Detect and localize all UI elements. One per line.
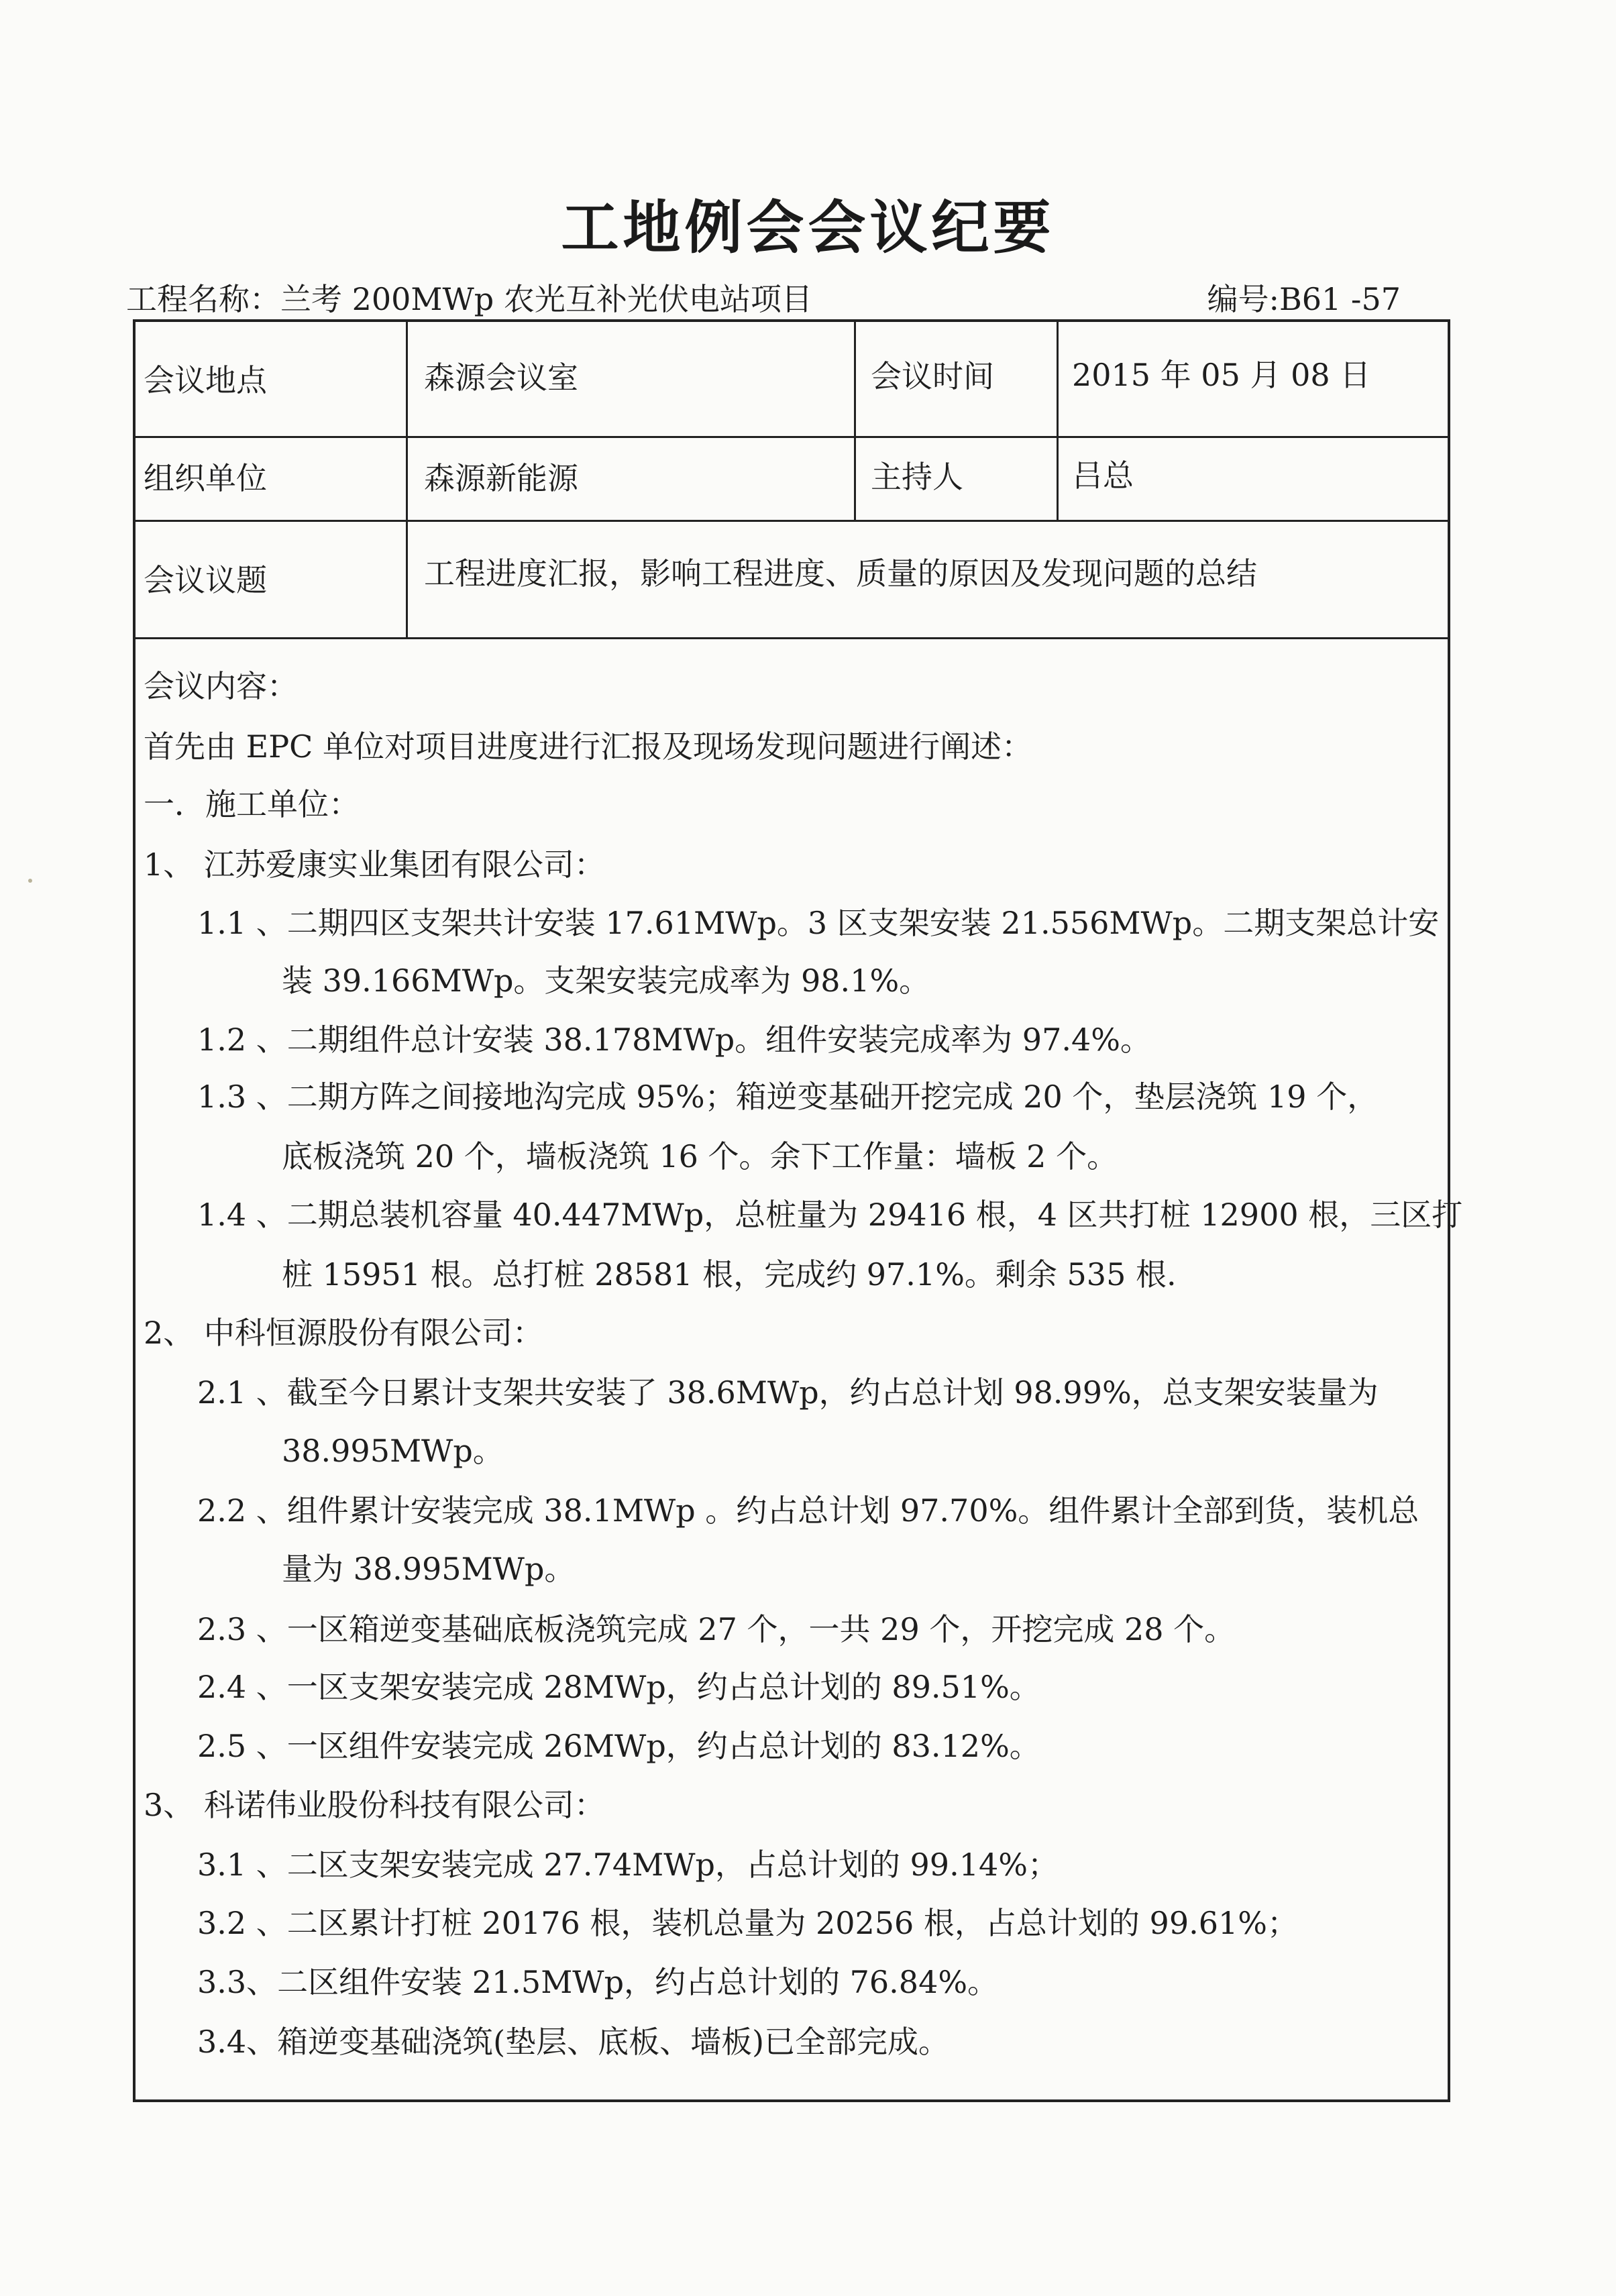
content-line: 2.1 、截至今日累计支架共安装了 38.6MWp，约占总计划 98.99%，总支架安装量为: [197, 1374, 1379, 1411]
content-line: 2.2 、组件累计安装完成 38.1MWp 。约占总计划 97.70%。组件累计全部到货，装机总: [197, 1492, 1419, 1529]
content-line: 3.1 、二区支架安装完成 27.74MWp，占总计划的 99.14%；: [197, 1847, 1059, 1883]
content-line: 2.3 、一区箱逆变基础底板浇筑完成 27 个，一共 29 个，开挖完成 28 个。: [197, 1611, 1236, 1647]
scan-speck: [28, 879, 32, 883]
org-label: 组织单位: [144, 460, 267, 496]
host-label: 主持人: [871, 459, 963, 495]
document-title: 工地例会会议纪要: [561, 195, 1055, 262]
table-rule: [136, 520, 1448, 522]
topic-label: 会议议题: [144, 562, 267, 598]
document-number: 编号:B61 -57: [1207, 281, 1401, 317]
meeting-table: [133, 319, 1463, 2102]
location-label: 会议地点: [144, 362, 267, 398]
content-line: 底板浇筑 20 个，墙板浇筑 16 个。余下工作量：墙板 2 个。: [282, 1138, 1118, 1174]
time-value: 2015 年 05 月 08 日: [1072, 357, 1371, 393]
content-line: 装 39.166MWp。支架安装完成率为 98.1%。: [282, 963, 930, 999]
table-rule: [136, 637, 1448, 639]
location-value: 森源会议室: [424, 360, 578, 396]
content-line: 1.2 、二期组件总计安装 38.178MWp。组件安装完成率为 97.4%。: [197, 1022, 1151, 1058]
content-line: 3、 科诺伟业股份科技有限公司：: [144, 1787, 605, 1823]
table-rule: [854, 322, 856, 520]
content-line: 1.3 、二期方阵之间接地沟完成 95%；箱逆变基础开挖完成 20 个，垫层浇筑 19 个，: [197, 1079, 1379, 1115]
content-line: 1.4 、二期总装机容量 40.447MWp，总桩量为 29416 根，4 区共打桩 12900 根，三区打: [197, 1197, 1463, 1233]
content-line: 3.4、箱逆变基础浇筑(垫层、底板、墙板)已全部完成。: [197, 2024, 950, 2060]
content-line: 3.3、二区组件安装 21.5MWp，约占总计划的 76.84%。: [197, 1964, 999, 2000]
topic-value: 工程进度汇报，影响工程进度、质量的原因及发现问题的总结: [424, 555, 1257, 592]
content-line: 首先由 EPC 单位对项目进度进行汇报及现场发现问题进行阐述：: [144, 728, 1032, 765]
content-line: 38.995MWp。: [282, 1433, 504, 1469]
content-line: 量为 38.995MWp。: [282, 1551, 576, 1587]
time-label: 会议时间: [871, 358, 994, 394]
content-line: 桩 15951 根。总打桩 28581 根，完成约 97.1%。剩余 535 根.: [282, 1256, 1177, 1293]
host-value: 吕总: [1072, 457, 1134, 494]
content-line: 2.5 、一区组件安装完成 26MWp，约占总计划的 83.12%。: [197, 1728, 1040, 1764]
table-rule: [406, 322, 408, 637]
content-line: 3.2 、二区累计打桩 20176 根，装机总量为 20256 根，占总计划的 99.61%；: [197, 1905, 1298, 1941]
content-line: 1.1 、二期四区支架共计安装 17.61MWp。3 区支架安装 21.556MWp。二期支架总计安: [197, 905, 1440, 941]
org-value: 森源新能源: [424, 460, 578, 496]
meta-row: [126, 275, 1401, 322]
content-line: 1、 江苏爱康实业集团有限公司：: [144, 846, 605, 883]
content-line: 会议内容：: [144, 668, 298, 704]
project-name: 工程名称：兰考 200MWp 农光互补光伏电站项目: [126, 281, 812, 317]
table-rule: [1057, 322, 1059, 520]
content-line: 2、 中科恒源股份有限公司：: [144, 1315, 543, 1351]
table-rule: [136, 436, 1448, 438]
content-line: 2.4 、一区支架安装完成 28MWp，约占总计划的 89.51%。: [197, 1669, 1040, 1705]
content-line: 一．施工单位：: [144, 786, 360, 822]
